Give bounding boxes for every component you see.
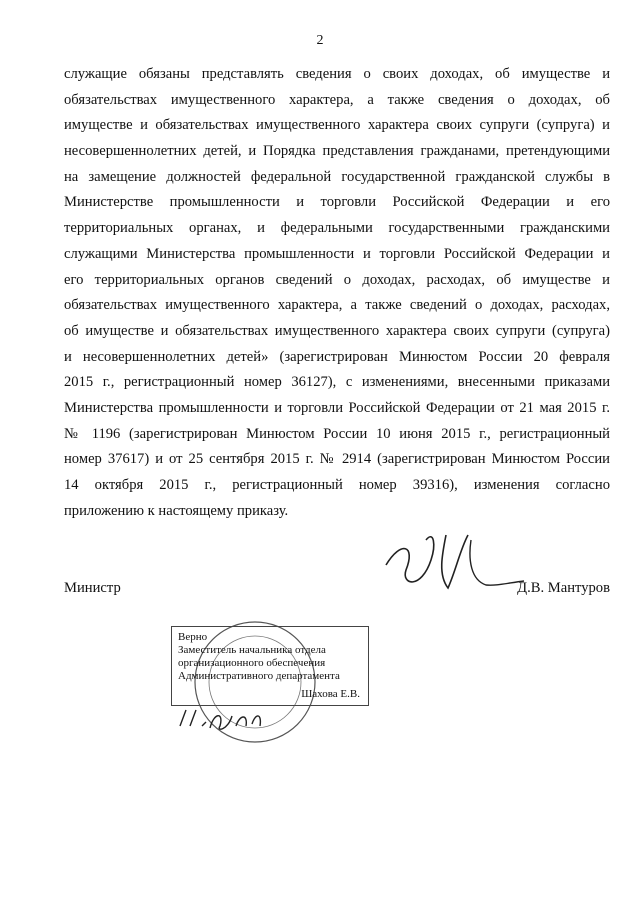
body-line: 2015 г., регистрационный номер 36127), с изменениями, внесенными приказами [64, 374, 610, 391]
body-line: Министерства промышленности и торговли Российской Федерации от 21 мая 2015 г. [64, 399, 610, 416]
body-line: и несовершеннолетних детей» (зарегистрирован Минюстом России 20 февраля [64, 348, 610, 365]
body-line: обязательствах имущественного характера, а также сведения о доходах, об [64, 91, 610, 108]
body-line: служащие обязаны представлять сведения о своих доходах, об имуществе и [64, 66, 610, 82]
body-line: приложению к настоящему приказу. [64, 502, 289, 519]
body-line: имуществе и обязательствах имущественного характера своих супруги (супруга) и [64, 117, 610, 134]
stamp-signer: Шахова Е.В. [301, 688, 360, 700]
stamp-line: Верно [178, 631, 208, 643]
body-line: № 1196 (зарегистрирован Минюстом России 10 июня 2015 г., регистрационный [64, 425, 610, 442]
body-line: обязательствах имущественного характера, а также сведений о доходах, расходах, [64, 297, 610, 314]
body-line: номер 37617) и от 25 сентября 2015 г. № 2914 (зарегистрирован Минюстом России [64, 451, 610, 468]
body-line: служащими Министерства промышленности и торговли Российской Федерации и [64, 245, 610, 262]
body-line: 14 октября 2015 г., регистрационный номер 39316), изменения согласно [64, 477, 610, 493]
certification-stamp [171, 626, 369, 706]
stamp-line: Заместитель начальника отдела [178, 644, 326, 656]
body-paragraph [64, 62, 610, 524]
body-line: его территориальных органов сведений о доходах, расходах, об имуществе и [64, 271, 610, 288]
body-line: на замещение должностей федеральной государственной гражданской службы в [64, 168, 610, 185]
body-line: территориальных органах, и федеральными государственными гражданскими [64, 220, 610, 237]
body-line: об имуществе и обязательствах имущественного характера своих супруги (супруга) [64, 322, 610, 339]
handwritten-date-mark [176, 704, 266, 734]
body-line: Министерстве промышленности и торговли Российской Федерации и его [64, 194, 610, 211]
signer-name: Д.В. Мантуров [517, 580, 610, 596]
stamp-line: Административного департамента [178, 670, 340, 682]
signature-block [64, 580, 610, 610]
body-line: несовершеннолетних детей, и Порядка представления гражданами, претендующими [64, 143, 610, 160]
page-number: 2 [316, 33, 324, 48]
stamp-line: организационного обеспечения [178, 657, 326, 669]
handwritten-signature [376, 520, 526, 600]
signer-title: Министр [64, 580, 121, 596]
